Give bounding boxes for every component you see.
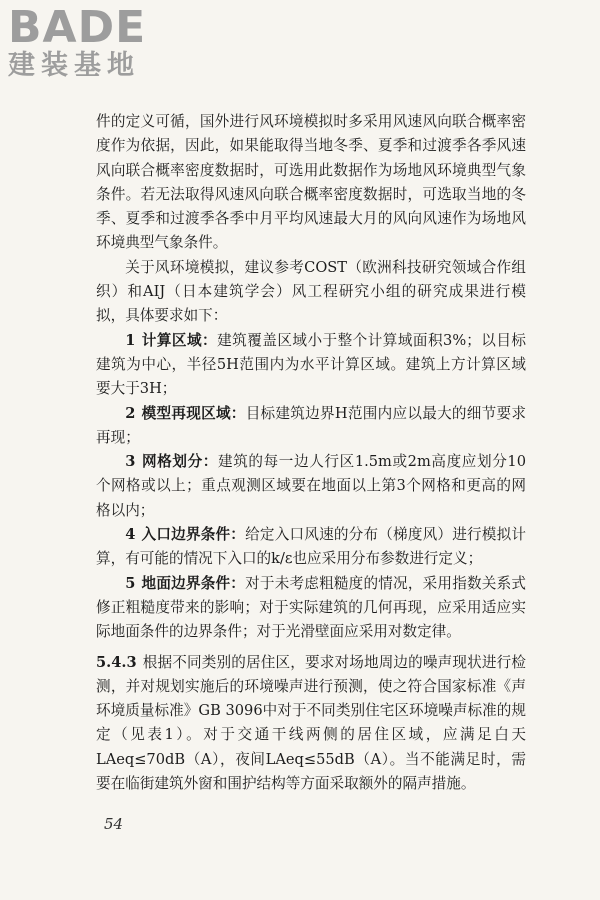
item-number: 5	[125, 574, 136, 592]
paragraph-wind-simulation-intro: 关于风环境模拟，建议参考COST（欧洲科技研究领域合作组织）和AIJ（日本建筑学会）风工程研究小组的研究成果进行模拟，具体要求如下：	[96, 258, 526, 325]
bade-logo	[8, 2, 178, 82]
item-title: 入口边界条件：	[141, 526, 246, 544]
item-text: 对于未考虑粗糙度的情况，采用指数关系式修正粗糙度带来的影响；对于实际建筑的几何再现，应采用适应实际地面条件的边界条件；对于光滑壁面应采用对数定律。	[96, 574, 526, 641]
list-item-mesh-division	[96, 450, 526, 523]
list-item-inlet-boundary	[96, 523, 526, 572]
item-title: 计算区域：	[141, 331, 218, 349]
logo-wordmark: BADE	[8, 2, 147, 53]
section-text: 根据不同类别的居住区，要求对场地周边的噪声现状进行检测，并对规划实施后的环境噪声进行预测，使之符合国家标准《声环境质量标准》GB 3096中对于不同类别住宅区环境噪声标准的规定（见表1）。对于交通干线两侧的居住区域，应满足白天LAeq≤70dB（A），夜间LAeq≤55dB（A）。当不能满足时，需要在临街建筑外窗和围护结构等方面采取额外的隔声措施。	[96, 653, 526, 793]
item-text: 建筑覆盖区域小于整个计算域面积3%；以目标建筑为中心，半径5H范围内为水平计算区域。建筑上方计算区域要大于3H；	[96, 331, 526, 398]
list-item-computational-domain	[96, 329, 526, 402]
logo-subtitle: 建装基地	[8, 50, 140, 81]
item-number: 3	[125, 453, 136, 471]
section-number: 5.4.3	[96, 653, 137, 671]
item-text: 目标建筑边界H范围内应以最大的细节要求再现；	[96, 404, 526, 446]
paragraph-continuation: 件的定义可循，国外进行风环境模拟时多采用风速风向联合概率密度作为依据，因此，如果能取得当地冬季、夏季和过渡季各季风速风向联合概率密度数据时，可选用此数据作为场地风环境典型气象条件。若无法取得风速风向联合概率密度数据时，可选取当地的冬季、夏季和过渡季各季中月平均风速最大月的风向风速作为场地风环境典型气象条件。	[96, 113, 526, 252]
item-title: 地面边界条件：	[141, 574, 246, 592]
list-item-ground-boundary	[96, 572, 526, 645]
document-body	[96, 110, 526, 796]
list-item-model-reproduction	[96, 402, 526, 451]
page-number: 54	[104, 815, 124, 833]
item-text: 建筑的每一边人行区1.5m或2m高度应划分10个网格或以上；重点观测区域要在地面以上第3个网格和更高的网格以内；	[96, 453, 526, 519]
item-title: 模型再现区域：	[141, 404, 246, 422]
item-title: 网格划分：	[141, 453, 218, 471]
item-number: 4	[125, 526, 136, 544]
section-5-4-3	[96, 651, 526, 797]
item-text: 给定入口风速的分布（梯度风）进行模拟计算，有可能的情况下入口的k/ε也应采用分布参数进行定义；	[96, 526, 526, 568]
item-number: 1	[125, 331, 136, 349]
item-number: 2	[125, 404, 136, 422]
